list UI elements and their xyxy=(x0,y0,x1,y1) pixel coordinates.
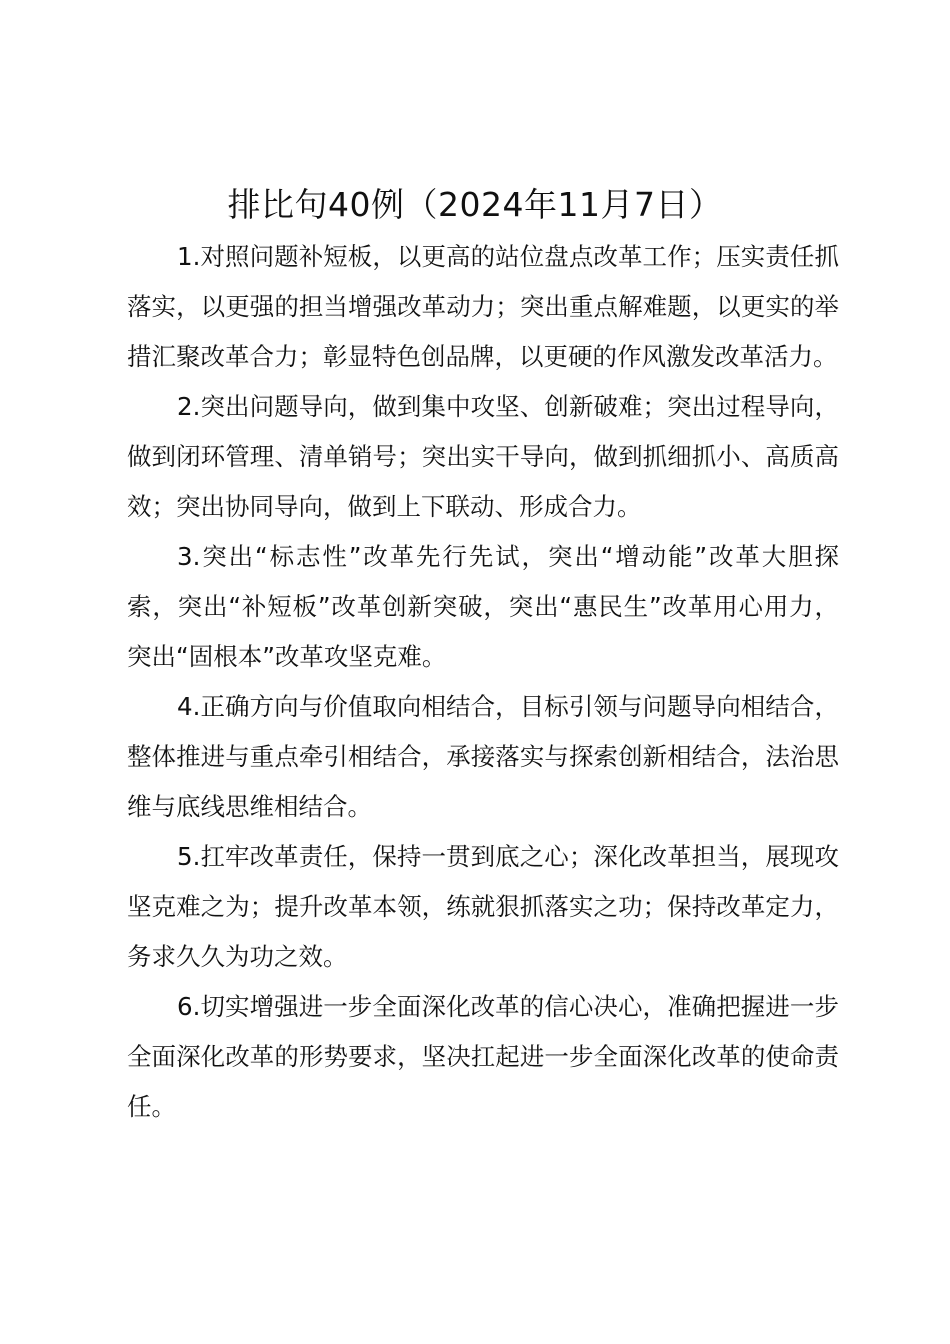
document-title: 排比句40例（2024年11月7日） xyxy=(227,185,723,224)
paragraph-1: 1.对照问题补短板，以更高的站位盘点改革工作；压实责任抓落实，以更强的担当增强改革动力；突出重点解难题，以更实的举措汇聚改革合力；彰显特色创品牌，以更硬的作风激发改革活力。 xyxy=(127,242,839,371)
paragraph-2: 2.突出问题导向，做到集中攻坚、创新破难；突出过程导向，做到闭环管理、清单销号；突出实干导向，做到抓细抓小、高质高效；突出协同导向，做到上下联动、形成合力。 xyxy=(127,392,839,521)
paragraph-5: 5.扛牢改革责任，保持一贯到底之心；深化改革担当，展现攻坚克难之为；提升改革本领，练就狠抓落实之功；保持改革定力，务求久久为功之效。 xyxy=(127,842,839,971)
paragraph-4: 4.正确方向与价值取向相结合，目标引领与问题导向相结合，整体推进与重点牵引相结合，承接落实与探索创新相结合，法治思维与底线思维相结合。 xyxy=(127,692,839,821)
paragraph-6: 6.切实增强进一步全面深化改革的信心决心，准确把握进一步全面深化改革的形势要求，坚决扛起进一步全面深化改革的使命责任。 xyxy=(127,992,839,1121)
document-body xyxy=(127,232,839,1132)
paragraph-3: 3.突出“标志性”改革先行先试，突出“增动能”改革大胆探索，突出“补短板”改革创新突破，突出“惠民生”改革用心用力，突出“固根本”改革攻坚克难。 xyxy=(127,542,839,671)
